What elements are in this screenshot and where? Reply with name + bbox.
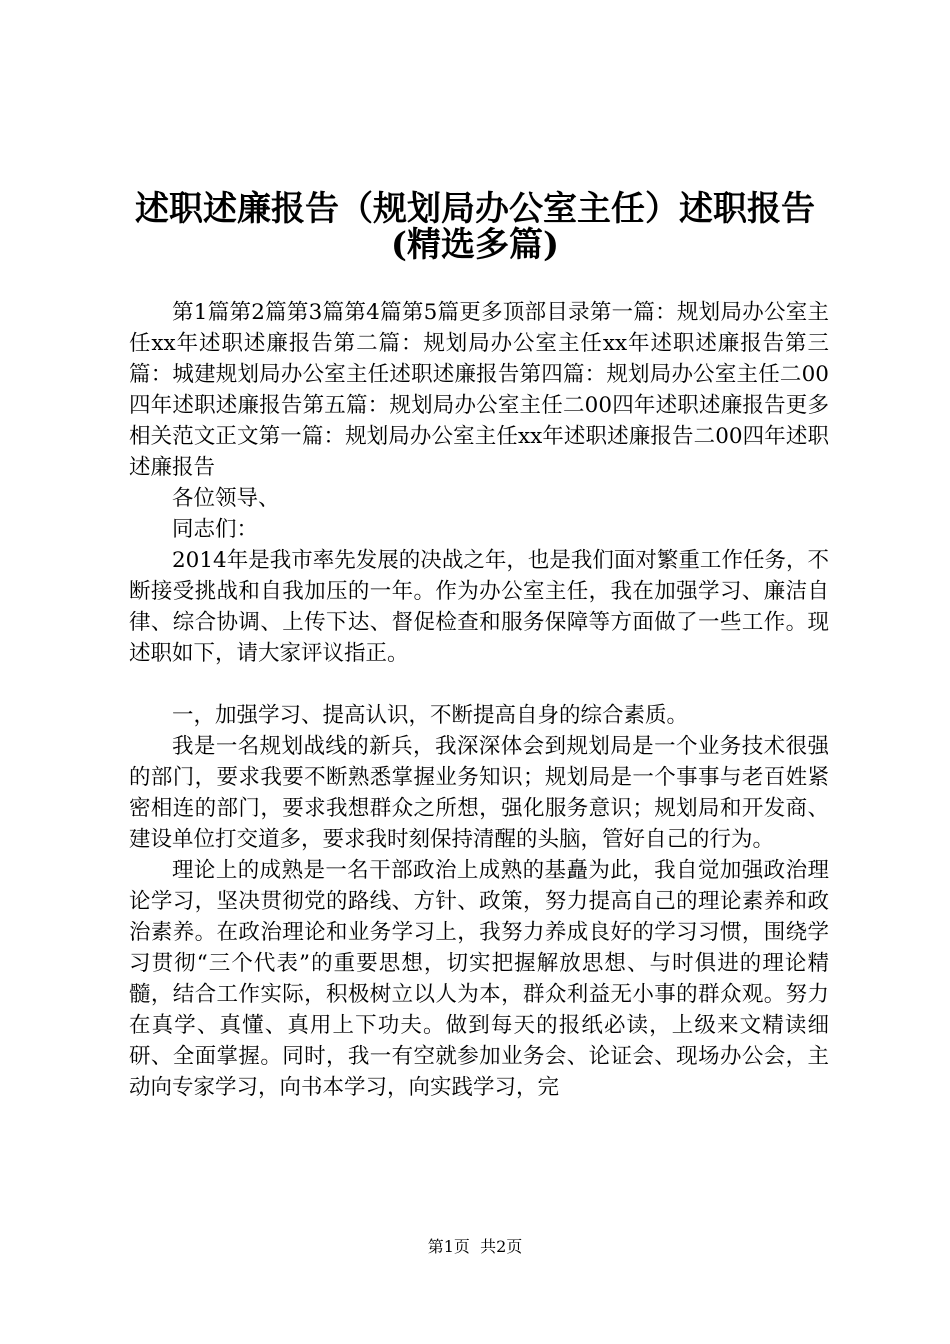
section-heading: 一，加强学习、提高认识，不断提高自身的综合素质。 <box>172 703 689 728</box>
salutation-comrades: 同志们： <box>172 517 259 542</box>
document-body <box>129 297 829 1103</box>
document-title: 述职述廉报告（规划局办公室主任）述职报告 <box>135 189 815 229</box>
body-paragraph: 我是一名规划战线的新兵，我深深体会到规划局是一个业务技术很强的部门，要求我要不断熟悉掌握业务知识；规划局是一个事事与老百姓紧密相连的部门，要求我想群众之所想，强化服务意识；规划局和开发商、建设单位打交道多，要求我时刻保持清醒的头脑，管好自己的行为。 <box>129 734 829 852</box>
salutation-leaders: 各位领导、 <box>172 486 280 511</box>
page-footer <box>0 1237 950 1257</box>
toc-paragraph: 第1篇第2篇第3篇第4篇第5篇更多顶部目录第一篇：规划局办公室主任xx年述职述廉报告第二篇：规划局办公室主任xx年述职述廉报告第三篇：城建规划局办公室主任述职述廉报告第四篇：规划局办公室主任二00四年述职述廉报告第五篇：规划局办公室主任二00四年述职述廉报告更多相关范文正文第一篇：规划局办公室主任xx年述职述廉报告二00四年述职述廉报告 <box>129 300 829 480</box>
body-paragraph: 理论上的成熟是一名干部政治上成熟的基矗为此，我自觉加强政治理论学习，坚决贯彻党的路线、方针、政策，努力提高自己的理论素养和政治素养。在政治理论和业务学习上，我努力养成良好的学习习惯，围绕学习贯彻“三个代表”的重要思想，切实把握解放思想、与时俱进的理论精髓，结合工作实际，积极树立以人为本，群众利益无小事的群众观。努力在真学、真懂、真用上下功夫。做到每天的报纸必读，上级来文精读细研、全面掌握。同时，我一有空就参加业务会、论证会、现场办公会，主动向专家学习，向书本学习，向实践学习，完 <box>129 858 829 1100</box>
page-number: 第1页 共2页 <box>427 1237 523 1256</box>
document-title-subtitle: (精选多篇) <box>390 225 560 265</box>
intro-paragraph: 2014年是我市率先发展的决战之年，也是我们面对繁重工作任务，不断接受挑战和自我加压的一年。作为办公室主任，我在加强学习、廉洁自律、综合协调、上传下达、督促检查和服务保障等方面做了一些工作。现述职如下，请大家评议指正。 <box>129 548 829 666</box>
